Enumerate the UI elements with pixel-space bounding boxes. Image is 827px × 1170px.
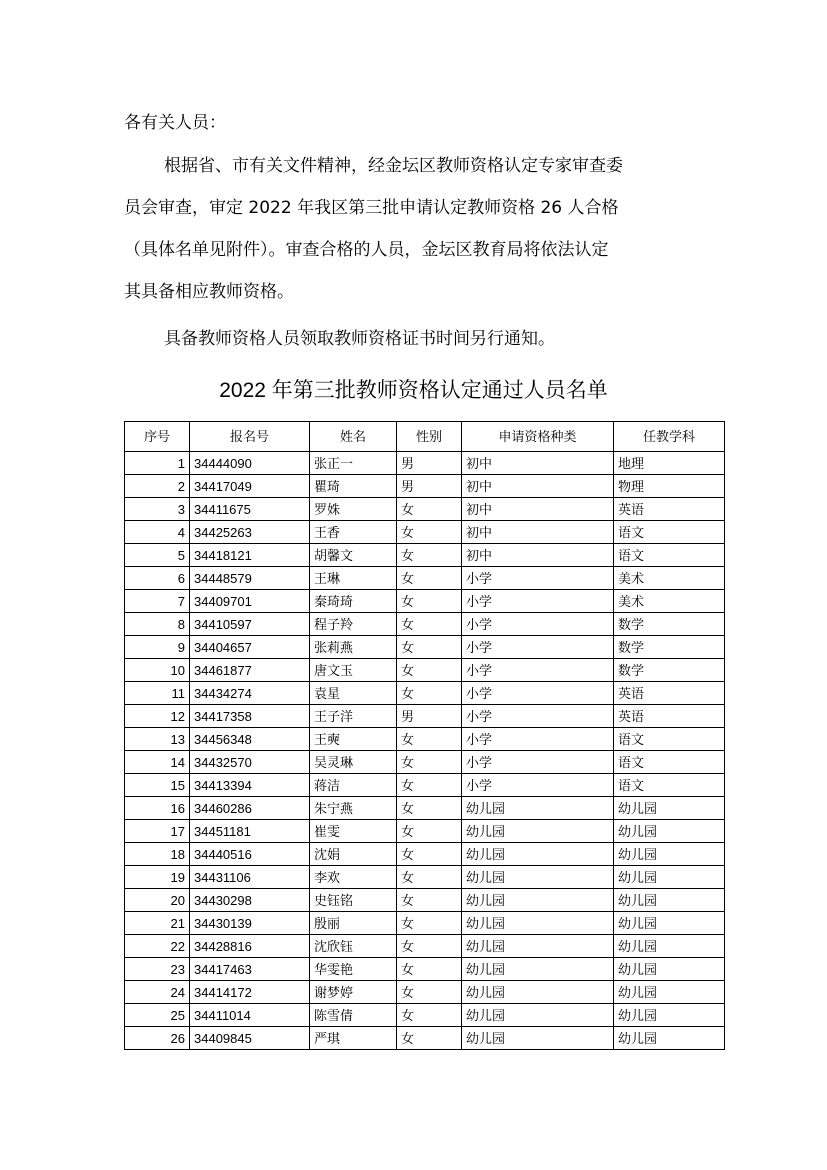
cell-seq: 17 bbox=[125, 820, 190, 843]
cell-seq: 12 bbox=[125, 705, 190, 728]
cell-qualification-type: 初中 bbox=[462, 521, 614, 544]
cell-name: 沈娟 bbox=[310, 843, 397, 866]
cell-reg-no: 34461877 bbox=[190, 659, 310, 682]
table-row bbox=[125, 728, 725, 751]
notice-paragraph bbox=[124, 145, 694, 313]
cell-gender: 女 bbox=[397, 958, 462, 981]
cell-qualification-type: 幼儿园 bbox=[462, 981, 614, 1004]
cell-gender: 女 bbox=[397, 567, 462, 590]
cell-gender: 女 bbox=[397, 498, 462, 521]
cell-qualification-type: 小学 bbox=[462, 774, 614, 797]
table-row bbox=[125, 912, 725, 935]
cell-reg-no: 34430139 bbox=[190, 912, 310, 935]
cell-seq: 16 bbox=[125, 797, 190, 820]
cell-name: 李欢 bbox=[310, 866, 397, 889]
table-row bbox=[125, 659, 725, 682]
cell-subject: 幼儿园 bbox=[614, 958, 725, 981]
cell-name: 张正一 bbox=[310, 452, 397, 475]
cell-seq: 24 bbox=[125, 981, 190, 1004]
cell-seq: 14 bbox=[125, 751, 190, 774]
cell-gender: 女 bbox=[397, 1027, 462, 1050]
cell-subject: 数学 bbox=[614, 636, 725, 659]
table-row bbox=[125, 820, 725, 843]
cell-subject: 语文 bbox=[614, 728, 725, 751]
cell-gender: 女 bbox=[397, 981, 462, 1004]
table-row bbox=[125, 682, 725, 705]
cell-gender: 女 bbox=[397, 843, 462, 866]
cell-gender: 男 bbox=[397, 475, 462, 498]
cell-subject: 幼儿园 bbox=[614, 843, 725, 866]
cell-subject: 语文 bbox=[614, 774, 725, 797]
cell-name: 吴灵琳 bbox=[310, 751, 397, 774]
cell-qualification-type: 幼儿园 bbox=[462, 820, 614, 843]
table-row bbox=[125, 935, 725, 958]
cell-gender: 女 bbox=[397, 544, 462, 567]
cell-gender: 女 bbox=[397, 889, 462, 912]
cell-seq: 15 bbox=[125, 774, 190, 797]
cell-subject: 英语 bbox=[614, 498, 725, 521]
table-row bbox=[125, 498, 725, 521]
table-row bbox=[125, 590, 725, 613]
paragraph-line: 其具备相应教师资格。 bbox=[124, 282, 294, 302]
cell-reg-no: 34430298 bbox=[190, 889, 310, 912]
cell-seq: 4 bbox=[125, 521, 190, 544]
cell-name: 陈雪倩 bbox=[310, 1004, 397, 1027]
cell-qualification-type: 幼儿园 bbox=[462, 843, 614, 866]
cell-name: 严琪 bbox=[310, 1027, 397, 1050]
cell-seq: 10 bbox=[125, 659, 190, 682]
cell-qualification-type: 小学 bbox=[462, 705, 614, 728]
cell-qualification-type: 幼儿园 bbox=[462, 889, 614, 912]
cell-name: 殷丽 bbox=[310, 912, 397, 935]
cell-gender: 女 bbox=[397, 659, 462, 682]
cell-reg-no: 34448579 bbox=[190, 567, 310, 590]
cell-reg-no: 34411675 bbox=[190, 498, 310, 521]
table-row bbox=[125, 889, 725, 912]
cell-seq: 11 bbox=[125, 682, 190, 705]
cell-seq: 8 bbox=[125, 613, 190, 636]
cell-seq: 13 bbox=[125, 728, 190, 751]
cell-reg-no: 34409845 bbox=[190, 1027, 310, 1050]
header-seq: 序号 bbox=[125, 422, 190, 452]
cell-gender: 女 bbox=[397, 728, 462, 751]
table-row bbox=[125, 1027, 725, 1050]
cell-reg-no: 34404657 bbox=[190, 636, 310, 659]
cell-subject: 幼儿园 bbox=[614, 866, 725, 889]
cell-reg-no: 34410597 bbox=[190, 613, 310, 636]
cell-seq: 1 bbox=[125, 452, 190, 475]
cell-qualification-type: 幼儿园 bbox=[462, 935, 614, 958]
table-header-row bbox=[125, 422, 725, 452]
cell-name: 王香 bbox=[310, 521, 397, 544]
table-row bbox=[125, 866, 725, 889]
cell-name: 王子洋 bbox=[310, 705, 397, 728]
cell-gender: 男 bbox=[397, 705, 462, 728]
cell-qualification-type: 初中 bbox=[462, 544, 614, 567]
cell-reg-no: 34431106 bbox=[190, 866, 310, 889]
cell-subject: 幼儿园 bbox=[614, 797, 725, 820]
cell-reg-no: 34456348 bbox=[190, 728, 310, 751]
cell-reg-no: 34444090 bbox=[190, 452, 310, 475]
cell-subject: 地理 bbox=[614, 452, 725, 475]
cell-seq: 6 bbox=[125, 567, 190, 590]
cell-subject: 幼儿园 bbox=[614, 935, 725, 958]
cell-qualification-type: 小学 bbox=[462, 567, 614, 590]
cell-subject: 语文 bbox=[614, 544, 725, 567]
cell-name: 胡馨文 bbox=[310, 544, 397, 567]
cell-name: 袁星 bbox=[310, 682, 397, 705]
table-row bbox=[125, 613, 725, 636]
cell-qualification-type: 幼儿园 bbox=[462, 1027, 614, 1050]
table-row bbox=[125, 475, 725, 498]
cell-reg-no: 34425263 bbox=[190, 521, 310, 544]
header-gender: 性别 bbox=[397, 422, 462, 452]
cell-seq: 22 bbox=[125, 935, 190, 958]
cell-gender: 女 bbox=[397, 935, 462, 958]
cell-qualification-type: 幼儿园 bbox=[462, 912, 614, 935]
cell-name: 王琳 bbox=[310, 567, 397, 590]
cell-reg-no: 34418121 bbox=[190, 544, 310, 567]
cell-gender: 女 bbox=[397, 682, 462, 705]
cell-qualification-type: 小学 bbox=[462, 751, 614, 774]
cell-reg-no: 34460286 bbox=[190, 797, 310, 820]
cell-seq: 2 bbox=[125, 475, 190, 498]
cell-qualification-type: 小学 bbox=[462, 659, 614, 682]
roster-title: 2022 年第三批教师资格认定通过人员名单 bbox=[219, 379, 608, 402]
cell-reg-no: 34411014 bbox=[190, 1004, 310, 1027]
cell-subject: 美术 bbox=[614, 590, 725, 613]
cell-gender: 女 bbox=[397, 751, 462, 774]
cell-subject: 英语 bbox=[614, 682, 725, 705]
cell-qualification-type: 小学 bbox=[462, 682, 614, 705]
cell-subject: 幼儿园 bbox=[614, 912, 725, 935]
cell-qualification-type: 幼儿园 bbox=[462, 1004, 614, 1027]
roster-body bbox=[125, 452, 725, 1050]
cell-seq: 23 bbox=[125, 958, 190, 981]
cell-gender: 男 bbox=[397, 452, 462, 475]
cell-gender: 女 bbox=[397, 774, 462, 797]
cell-reg-no: 34417358 bbox=[190, 705, 310, 728]
cell-seq: 7 bbox=[125, 590, 190, 613]
cell-seq: 25 bbox=[125, 1004, 190, 1027]
cell-subject: 美术 bbox=[614, 567, 725, 590]
cell-name: 崔雯 bbox=[310, 820, 397, 843]
cell-gender: 女 bbox=[397, 613, 462, 636]
table-row bbox=[125, 981, 725, 1004]
cell-qualification-type: 初中 bbox=[462, 475, 614, 498]
cell-reg-no: 34414172 bbox=[190, 981, 310, 1004]
cell-subject: 幼儿园 bbox=[614, 1004, 725, 1027]
cell-qualification-type: 小学 bbox=[462, 590, 614, 613]
table-row bbox=[125, 521, 725, 544]
cell-reg-no: 34451181 bbox=[190, 820, 310, 843]
cell-qualification-type: 幼儿园 bbox=[462, 797, 614, 820]
cell-reg-no: 34409701 bbox=[190, 590, 310, 613]
cell-gender: 女 bbox=[397, 820, 462, 843]
cell-reg-no: 34417463 bbox=[190, 958, 310, 981]
cell-reg-no: 34428816 bbox=[190, 935, 310, 958]
table-row bbox=[125, 958, 725, 981]
table-row bbox=[125, 797, 725, 820]
cell-subject: 数学 bbox=[614, 659, 725, 682]
table-row bbox=[125, 843, 725, 866]
cell-gender: 女 bbox=[397, 797, 462, 820]
cell-qualification-type: 小学 bbox=[462, 728, 614, 751]
cell-gender: 女 bbox=[397, 636, 462, 659]
cell-qualification-type: 初中 bbox=[462, 498, 614, 521]
cell-reg-no: 34417049 bbox=[190, 475, 310, 498]
cell-reg-no: 34440516 bbox=[190, 843, 310, 866]
cell-subject: 数学 bbox=[614, 613, 725, 636]
cell-subject: 幼儿园 bbox=[614, 1027, 725, 1050]
paragraph-line: （具体名单见附件）。审查合格的人员，金坛区教育局将依法认定 bbox=[124, 240, 609, 260]
cell-seq: 19 bbox=[125, 866, 190, 889]
cell-name: 程子羚 bbox=[310, 613, 397, 636]
cell-seq: 5 bbox=[125, 544, 190, 567]
table-row bbox=[125, 774, 725, 797]
cell-gender: 女 bbox=[397, 590, 462, 613]
header-reg-no: 报名号 bbox=[190, 422, 310, 452]
cell-subject: 幼儿园 bbox=[614, 889, 725, 912]
cell-qualification-type: 幼儿园 bbox=[462, 866, 614, 889]
table-row bbox=[125, 751, 725, 774]
cell-name: 秦琦琦 bbox=[310, 590, 397, 613]
cell-qualification-type: 小学 bbox=[462, 636, 614, 659]
header-qualification-type: 申请资格种类 bbox=[462, 422, 614, 452]
paragraph-line: 根据省、市有关文件精神，经金坛区教师资格认定专家审查委 bbox=[164, 156, 623, 176]
cell-gender: 女 bbox=[397, 521, 462, 544]
cell-seq: 9 bbox=[125, 636, 190, 659]
cell-name: 罗姝 bbox=[310, 498, 397, 521]
cell-name: 华雯艳 bbox=[310, 958, 397, 981]
cell-name: 唐文玉 bbox=[310, 659, 397, 682]
cell-gender: 女 bbox=[397, 912, 462, 935]
cell-reg-no: 34413394 bbox=[190, 774, 310, 797]
cell-name: 王奭 bbox=[310, 728, 397, 751]
cell-qualification-type: 幼儿园 bbox=[462, 958, 614, 981]
cell-name: 朱宁燕 bbox=[310, 797, 397, 820]
cell-name: 沈欣钰 bbox=[310, 935, 397, 958]
cell-gender: 女 bbox=[397, 866, 462, 889]
paragraph-line: 员会审查，审定 2022 年我区第三批申请认定教师资格 26 人合格 bbox=[124, 198, 619, 218]
cell-seq: 20 bbox=[125, 889, 190, 912]
header-subject: 任教学科 bbox=[614, 422, 725, 452]
cell-seq: 3 bbox=[125, 498, 190, 521]
cell-qualification-type: 初中 bbox=[462, 452, 614, 475]
cell-gender: 女 bbox=[397, 1004, 462, 1027]
table-row bbox=[125, 636, 725, 659]
cell-subject: 语文 bbox=[614, 751, 725, 774]
cell-seq: 18 bbox=[125, 843, 190, 866]
certificate-notice-paragraph: 具备教师资格人员领取教师资格证书时间另行通知。 bbox=[164, 329, 555, 349]
table-row bbox=[125, 705, 725, 728]
cell-name: 史钰铭 bbox=[310, 889, 397, 912]
table-row bbox=[125, 452, 725, 475]
table-row bbox=[125, 1004, 725, 1027]
cell-name: 谢梦婷 bbox=[310, 981, 397, 1004]
cell-subject: 物理 bbox=[614, 475, 725, 498]
cell-reg-no: 34432570 bbox=[190, 751, 310, 774]
cell-qualification-type: 小学 bbox=[462, 613, 614, 636]
header-name: 姓名 bbox=[310, 422, 397, 452]
cell-subject: 语文 bbox=[614, 521, 725, 544]
greeting: 各有关人员： bbox=[124, 113, 226, 133]
cell-name: 瞿琦 bbox=[310, 475, 397, 498]
cell-seq: 21 bbox=[125, 912, 190, 935]
cell-seq: 26 bbox=[125, 1027, 190, 1050]
cell-name: 张莉燕 bbox=[310, 636, 397, 659]
cell-reg-no: 34434274 bbox=[190, 682, 310, 705]
table-row bbox=[125, 567, 725, 590]
table-row bbox=[125, 544, 725, 567]
cell-name: 蒋洁 bbox=[310, 774, 397, 797]
cell-subject: 幼儿园 bbox=[614, 820, 725, 843]
cell-subject: 幼儿园 bbox=[614, 981, 725, 1004]
cell-subject: 英语 bbox=[614, 705, 725, 728]
roster-table bbox=[124, 421, 725, 1050]
